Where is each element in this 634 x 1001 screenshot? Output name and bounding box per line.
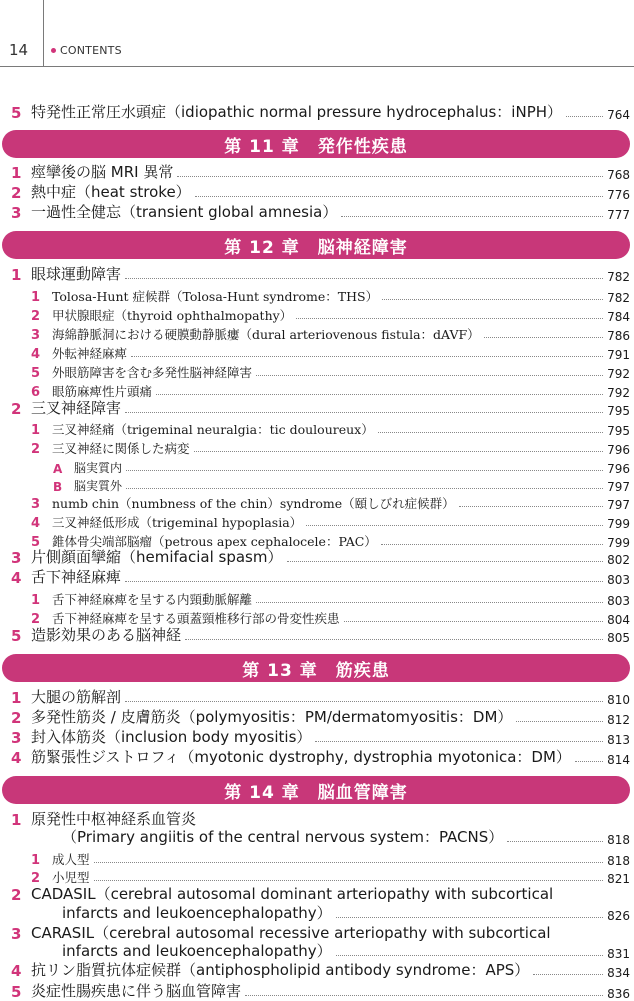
entry-title: infarcts and leukoencephalopathy） bbox=[62, 904, 332, 922]
entry-title: 成人型 bbox=[52, 852, 90, 867]
entry-title: 封入体筋炎（inclusion body myositis） bbox=[31, 728, 312, 746]
entry-number: 1 bbox=[31, 290, 41, 305]
dot-leader bbox=[336, 917, 603, 918]
entry-title: 外転神経麻痺 bbox=[52, 346, 128, 361]
dot-leader bbox=[156, 394, 603, 395]
dot-leader bbox=[245, 995, 603, 996]
entry-title: 外眼筋障害を含む多発性脳神経障害 bbox=[52, 365, 253, 380]
entry-title: 抗リン脂質抗体症候群（antiphospholipid antibody syndrome：APS） bbox=[31, 961, 530, 979]
chapter-title: 第 11 章 発作性疾患 bbox=[224, 136, 408, 157]
entry-title: 三叉神経に関係した病変 bbox=[52, 441, 190, 456]
dot-leader bbox=[256, 375, 603, 376]
chapter-title: 第 14 章 脳血管障害 bbox=[224, 782, 408, 803]
entry-title: 小児型 bbox=[52, 870, 90, 885]
entry-page: 834 bbox=[607, 966, 630, 980]
toc-entry[interactable] bbox=[0, 363, 634, 381]
dot-leader bbox=[575, 761, 603, 762]
dot-leader bbox=[125, 412, 603, 413]
dot-leader bbox=[296, 318, 603, 319]
entry-title: 眼球運動障害 bbox=[31, 265, 122, 283]
entry-number: A bbox=[53, 462, 63, 476]
entry-page: 795 bbox=[607, 404, 630, 418]
toc-entry[interactable] bbox=[0, 184, 634, 202]
entry-number: 5 bbox=[11, 627, 22, 645]
entry-title: 三叉神経障害 bbox=[31, 399, 122, 417]
entry-number: 1 bbox=[11, 689, 22, 707]
entry-title: 三叉神経低形成（trigeminal hypoplasia） bbox=[52, 515, 303, 530]
header-rule bbox=[0, 66, 634, 67]
toc-entry[interactable] bbox=[0, 590, 634, 608]
entry-page: 804 bbox=[607, 613, 630, 627]
entry-title: 筋緊張性ジストロフィ（myotonic dystrophy, dystrophia myotonica：DM） bbox=[31, 748, 571, 766]
entry-number: 3 bbox=[11, 549, 22, 567]
toc-entry[interactable] bbox=[0, 344, 634, 362]
entry-number: 2 bbox=[11, 400, 22, 418]
entry-number: 5 bbox=[31, 366, 41, 381]
dot-leader bbox=[341, 216, 603, 217]
entry-number: 3 bbox=[31, 328, 41, 343]
toc-entry[interactable] bbox=[0, 905, 634, 923]
entry-page: 796 bbox=[607, 462, 630, 476]
entry-number: 1 bbox=[11, 266, 22, 284]
dot-leader bbox=[507, 841, 603, 842]
entry-title: 一過性全健忘（transient global amnesia） bbox=[31, 203, 338, 221]
page-header bbox=[0, 0, 634, 66]
entry-page: 784 bbox=[607, 310, 630, 324]
toc-entry[interactable] bbox=[0, 439, 634, 457]
header-divider bbox=[43, 0, 44, 66]
entry-page: 795 bbox=[607, 424, 630, 438]
entry-title: 脳実質内 bbox=[74, 461, 123, 475]
toc-entry[interactable] bbox=[0, 729, 634, 747]
toc-entry[interactable] bbox=[0, 325, 634, 343]
dot-leader bbox=[566, 116, 603, 117]
chapter-title: 第 13 章 筋疾患 bbox=[242, 660, 390, 681]
entry-number: 1 bbox=[11, 811, 22, 829]
entry-title: numb chin（numbness of the chin）syndrome（頤しびれ症候群） bbox=[52, 496, 455, 511]
toc-entry[interactable] bbox=[0, 287, 634, 305]
entry-page: 818 bbox=[607, 854, 630, 868]
dot-leader bbox=[126, 470, 603, 471]
entry-page: 831 bbox=[607, 947, 630, 961]
section-label: CONTENTS bbox=[60, 44, 122, 57]
entry-page: 814 bbox=[607, 753, 630, 767]
entry-page: 764 bbox=[607, 108, 630, 122]
toc-entry[interactable] bbox=[0, 420, 634, 438]
page-number: 14 bbox=[9, 41, 29, 59]
entry-title: 造影効果のある脳神経 bbox=[31, 626, 182, 644]
chapter-banner bbox=[2, 231, 630, 259]
dot-leader bbox=[131, 356, 603, 357]
entry-number: 2 bbox=[11, 709, 22, 727]
dot-leader bbox=[126, 488, 603, 489]
entry-number: B bbox=[53, 480, 63, 494]
entry-number: 1 bbox=[11, 164, 22, 182]
entry-number: 4 bbox=[11, 749, 22, 767]
entry-page: 776 bbox=[607, 188, 630, 202]
entry-page: 803 bbox=[607, 594, 630, 608]
entry-page: 796 bbox=[607, 443, 630, 457]
entry-number: 5 bbox=[11, 104, 22, 122]
entry-title: 三叉神経痛（trigeminal neuralgia：tic douloureux） bbox=[52, 422, 374, 437]
entry-number: 4 bbox=[31, 516, 41, 531]
entry-title: Tolosa-Hunt 症候群（Tolosa-Hunt syndrome：THS） bbox=[52, 289, 379, 304]
dot-leader bbox=[344, 621, 604, 622]
toc-entry[interactable] bbox=[0, 689, 634, 707]
entry-title: 脳実質外 bbox=[74, 479, 123, 493]
toc-entry[interactable] bbox=[0, 104, 634, 122]
dot-leader bbox=[195, 196, 603, 197]
entry-page: 812 bbox=[607, 713, 630, 727]
chapter-title: 第 12 章 脳神経障害 bbox=[224, 237, 408, 258]
toc-entry[interactable] bbox=[0, 164, 634, 182]
entry-title: 痙攣後の脳 MRI 異常 bbox=[31, 163, 174, 181]
dot-leader bbox=[484, 337, 603, 338]
entry-title: 眼筋麻痺性片頭痛 bbox=[52, 384, 153, 399]
toc-entry[interactable] bbox=[0, 306, 634, 324]
dot-leader bbox=[125, 278, 603, 279]
entry-title: 片側顔面攣縮（hemifacial spasm） bbox=[31, 548, 283, 566]
chapter-banner bbox=[2, 654, 630, 682]
entry-page: 797 bbox=[607, 480, 630, 494]
toc-entry[interactable] bbox=[0, 569, 634, 587]
dot-leader bbox=[194, 451, 604, 452]
entry-number: 2 bbox=[31, 871, 41, 886]
entry-number: 4 bbox=[11, 962, 22, 980]
entry-title: 甲状腺眼症（thyroid ophthalmopathy） bbox=[52, 308, 293, 323]
toc-entry[interactable] bbox=[0, 494, 634, 512]
entry-page: 792 bbox=[607, 367, 630, 381]
entry-number: 5 bbox=[31, 535, 41, 550]
dot-leader bbox=[378, 432, 603, 433]
dot-leader bbox=[533, 974, 603, 975]
entry-title: 舌下神経麻痺を呈する内頸動脈解離 bbox=[52, 592, 253, 607]
entry-page: 792 bbox=[607, 386, 630, 400]
chapter-banner bbox=[2, 776, 630, 804]
toc-entry[interactable] bbox=[0, 850, 634, 868]
entry-page: 786 bbox=[607, 329, 630, 343]
entry-number: 2 bbox=[31, 309, 41, 324]
entry-page: 768 bbox=[607, 168, 630, 182]
entry-page: 803 bbox=[607, 573, 630, 587]
dot-leader bbox=[381, 544, 603, 545]
entry-page: 805 bbox=[607, 631, 630, 645]
entry-title: 海綿静脈洞における硬膜動静脈瘻（dural arteriovenous fistula：dAVF） bbox=[52, 327, 480, 342]
toc-entry[interactable] bbox=[0, 749, 634, 767]
toc-entry[interactable] bbox=[0, 549, 634, 567]
entry-page: 821 bbox=[607, 872, 630, 886]
dot-leader bbox=[125, 701, 603, 702]
entry-title: 特発性正常圧水頭症（idiopathic normal pressure hydrocephalus：iNPH） bbox=[31, 103, 563, 121]
entry-page: 826 bbox=[607, 909, 630, 923]
entry-page: 813 bbox=[607, 733, 630, 747]
entry-number: 4 bbox=[11, 569, 22, 587]
entry-title: CADASIL（cerebral autosomal dominant arteriopathy with subcortical bbox=[31, 885, 554, 903]
toc-entry[interactable] bbox=[0, 962, 634, 980]
dot-leader bbox=[315, 741, 603, 742]
entry-page: 802 bbox=[607, 553, 630, 567]
entry-number: 2 bbox=[11, 886, 22, 904]
entry-page: 836 bbox=[607, 987, 630, 1001]
entry-number: 6 bbox=[31, 385, 41, 400]
chapter-banner bbox=[2, 130, 630, 158]
dot-leader bbox=[306, 525, 603, 526]
entry-title: 舌下神経麻痺を呈する頭蓋頸椎移行部の骨変性疾患 bbox=[52, 611, 340, 626]
entry-number: 3 bbox=[11, 729, 22, 747]
entry-page: 797 bbox=[607, 498, 630, 512]
entry-number: 1 bbox=[31, 853, 41, 868]
entry-title: 錐体骨尖端部脳瘤（petrous apex cephalocele：PAC） bbox=[52, 534, 377, 549]
toc-entry[interactable] bbox=[0, 627, 634, 645]
entry-number: 2 bbox=[31, 442, 41, 457]
entry-number: 2 bbox=[11, 184, 22, 202]
entry-number: 4 bbox=[31, 347, 41, 362]
toc-entry[interactable] bbox=[0, 266, 634, 284]
toc-entry[interactable] bbox=[0, 476, 634, 494]
entry-title: infarcts and leukoencephalopathy） bbox=[62, 942, 332, 960]
bullet-dot-icon bbox=[51, 48, 56, 53]
toc-entry[interactable] bbox=[0, 513, 634, 531]
dot-leader bbox=[185, 639, 603, 640]
dot-leader bbox=[287, 561, 604, 562]
dot-leader bbox=[459, 506, 603, 507]
entry-number: 1 bbox=[31, 423, 41, 438]
entry-page: 782 bbox=[607, 270, 630, 284]
toc-entry[interactable] bbox=[0, 204, 634, 222]
toc-entry[interactable] bbox=[0, 983, 634, 1001]
toc-entry[interactable] bbox=[0, 829, 634, 847]
entry-number: 5 bbox=[11, 983, 22, 1001]
dot-leader bbox=[177, 176, 603, 177]
entry-page: 791 bbox=[607, 348, 630, 362]
entry-number: 2 bbox=[31, 612, 41, 627]
toc-entry[interactable] bbox=[0, 458, 634, 476]
toc-entry[interactable] bbox=[0, 400, 634, 418]
entry-number: 3 bbox=[11, 925, 22, 943]
entry-page: 818 bbox=[607, 833, 630, 847]
entry-title: CARASIL（cerebral autosomal recessive arteriopathy with subcortical bbox=[31, 924, 551, 942]
dot-leader bbox=[336, 955, 603, 956]
dot-leader bbox=[516, 721, 603, 722]
entry-title: 原発性中枢神経系血管炎 bbox=[31, 810, 197, 828]
entry-title: （Primary angiitis of the central nervous system：PACNS） bbox=[62, 828, 504, 846]
entry-title: 舌下神経麻痺 bbox=[31, 568, 122, 586]
entry-title: 多発性筋炎 / 皮膚筋炎（polymyositis：PM/dermatomyositis：DM） bbox=[31, 708, 513, 726]
entry-number: 3 bbox=[31, 497, 41, 512]
dot-leader bbox=[94, 862, 604, 863]
toc-entry[interactable] bbox=[0, 709, 634, 727]
dot-leader bbox=[94, 880, 604, 881]
entry-number: 3 bbox=[11, 204, 22, 222]
entry-page: 782 bbox=[607, 291, 630, 305]
entry-title: 熱中症（heat stroke） bbox=[31, 183, 191, 201]
entry-page: 799 bbox=[607, 536, 630, 550]
entry-title: 炎症性腸疾患に伴う脳血管障害 bbox=[31, 982, 242, 1000]
entry-page: 799 bbox=[607, 517, 630, 531]
dot-leader bbox=[125, 581, 603, 582]
dot-leader bbox=[382, 299, 603, 300]
entry-number: 1 bbox=[31, 593, 41, 608]
dot-leader bbox=[256, 602, 603, 603]
entry-page: 777 bbox=[607, 208, 630, 222]
entry-title: 大腿の筋解剖 bbox=[31, 688, 122, 706]
entry-page: 810 bbox=[607, 693, 630, 707]
